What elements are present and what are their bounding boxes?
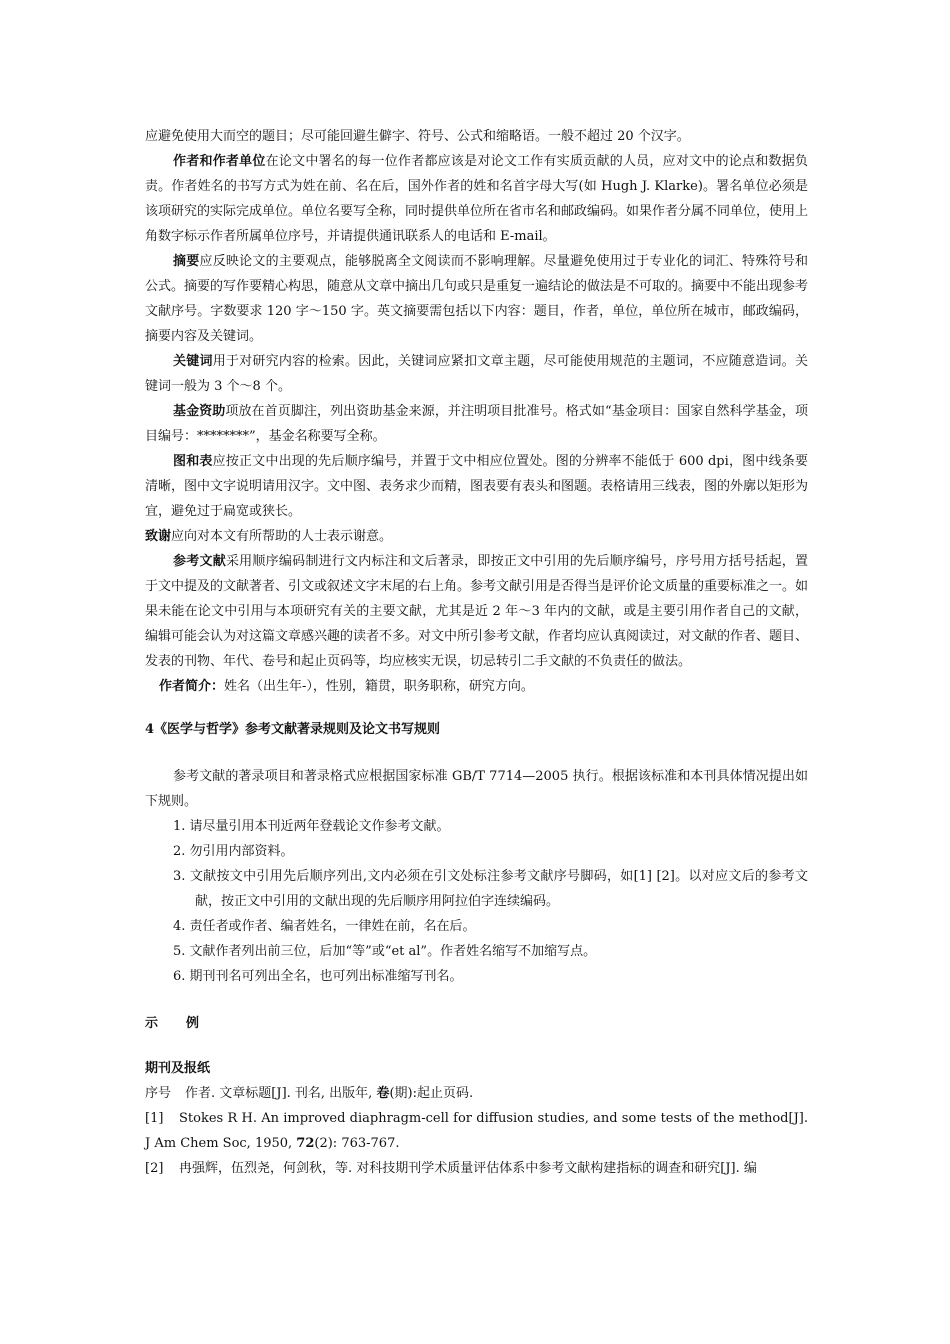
author-brief-paragraph xyxy=(145,674,808,699)
author-brief-label: 作者简介： xyxy=(159,679,225,694)
author-label: 作者和作者单位 xyxy=(173,154,266,169)
reference-1 xyxy=(145,1106,808,1156)
examples-heading xyxy=(145,1011,808,1036)
format-text-bold: 卷 xyxy=(376,1086,390,1101)
reference-1-volume: 72 xyxy=(296,1136,315,1151)
author-brief-text: 姓名（出生年-），性别，籍贯，职务职称，研究方向。 xyxy=(224,679,534,694)
section-4-heading: 4《医学与哲学》参考文献著录规则及论文书写规则 xyxy=(145,722,441,737)
figures-text: 应按正文中出现的先后顺序编号，并置于文中相应位置处。图的分辨率不能低于 600 dpi，图中线条要清晰，图中文字说明请用汉字。文中图、表务求少而精，图表要有表头和图题。表格请用三线表，图的外廓以矩形为宜，避免过于扁宽或狭长。 xyxy=(145,454,809,519)
keywords-paragraph xyxy=(145,349,808,399)
title-guideline-text: 应避免使用大而空的题目；尽可能回避生僻字、符号、公式和缩略语。一般不超过 20 个汉字。 xyxy=(145,129,690,144)
format-text-b: (期):起止页码. xyxy=(389,1086,474,1101)
abstract-text: 应反映论文的主要观点，能够脱离全文阅读而不影响理解。尽量避免使用过于专业化的词汇、特殊符号和公式。摘要的写作要精心构思，随意从文章中摘出几句或只是重复一遍结论的做法是不可取的。摘要中不能出现参考文献序号。字数要求 120 字～150 字。英文摘要需包括以下内容：题目，作者，单位，单位所在城市，邮政编码，摘要内容及关键词。 xyxy=(145,254,809,344)
references-label: 参考文献 xyxy=(173,554,226,569)
rule-item: 6. 期刊刊名可列出全名，也可列出标准缩写刊名。 xyxy=(173,969,463,984)
format-template xyxy=(145,1081,808,1106)
thanks-text: 应向对本文有所帮助的人士表示谢意。 xyxy=(171,529,393,544)
abstract-paragraph xyxy=(145,249,808,349)
journal-heading: 期刊及报纸 xyxy=(145,1061,211,1076)
figures-label: 图和表 xyxy=(173,454,213,469)
rule-item: 5. 文献作者列出前三位，后加“等”或“et al”。作者姓名缩写不加缩写点。 xyxy=(173,944,597,959)
title-guideline-paragraph xyxy=(145,124,808,149)
abstract-label: 摘要 xyxy=(173,254,200,269)
format-prefix: 序号 xyxy=(145,1086,172,1101)
examples-heading-char-1: 示 xyxy=(145,1016,159,1031)
fund-label: 基金资助 xyxy=(173,404,226,419)
reference-2-text: 冉强辉，伍烈尧，何剑秋，等. 对科技期刊学术质量评估体系中参考文献构建指标的调查和研究[J]. 编 xyxy=(179,1161,757,1176)
reference-1-text-b: (2): 763-767. xyxy=(314,1136,400,1151)
fund-text: 项放在首页脚注，列出资助基金来源，并注明项目批准号。格式如“基金项目：国家自然科学基金，项目编号：********”，基金名称要写全称。 xyxy=(145,404,808,444)
rule-item: 2. 勿引用内部资料。 xyxy=(173,844,294,859)
document-page xyxy=(145,124,808,1181)
references-text: 采用顺序编码制进行文内标注和文后著录，即按正文中引用的先后顺序编号，序号用方括号括起，置于文中提及的文献著者、引文或叙述文字末尾的右上角。参考文献引用是否得当是评价论文质量的重要标准之一。如果未能在论文中引用与本项研究有关的主要文献，尤其是近 2 年～3 年内的文献，或是主要引用作者自己的文献，编辑可能会认为对这篇文章感兴趣的读者不多。对文中所引参考文献，作者均应认真阅读过，对文献的作者、题目、发表的刊物、年代、卷号和起止页码等，均应核实无误，切忌转引二手文献的不负责任的做法。 xyxy=(145,554,809,669)
references-paragraph xyxy=(145,549,808,674)
figures-paragraph xyxy=(145,449,808,524)
thanks-paragraph xyxy=(145,524,808,549)
reference-2 xyxy=(145,1156,808,1181)
keywords-label: 关键词 xyxy=(173,354,213,369)
section-4-intro: 参考文献的著录项目和著录格式应根据国家标准 GB/T 7714—2005 执行。根据该标准和本刊具体情况提出如下规则。 xyxy=(145,769,808,809)
examples-heading-char-2: 例 xyxy=(186,1016,200,1031)
format-text-a: 作者. 文章标题[J]. 刊名, 出版年, xyxy=(185,1086,377,1101)
fund-paragraph xyxy=(145,399,808,449)
author-paragraph xyxy=(145,149,808,249)
rule-item: 3. 文献按文中引用先后顺序列出,文内必须在引文处标注参考文献序号脚码，如[1] [2]。以对应文后的参考文献，按正文中引用的文献出现的先后顺序用阿拉伯字连续编码。 xyxy=(173,869,808,909)
author-text: 在论文中署名的每一位作者都应该是对论文工作有实质贡献的人员，应对文中的论点和数据负责。作者姓名的书写方式为姓在前、名在后，国外作者的姓和名首字母大写(如 Hugh J. Klarke)。署名单位必须是该项研究的实际完成单位。单位名要写全称，同时提供单位所在省市名和邮政编码。如果作者分属不同单位，使用上角数字标示作者所属单位序号，并请提供通讯联系人的电话和 E-mail。 xyxy=(145,154,809,244)
thanks-label: 致谢 xyxy=(145,529,172,544)
reference-2-number: [2] xyxy=(145,1161,164,1176)
keywords-text: 用于对研究内容的检索。因此，关键词应紧扣文章主题，尽可能使用规范的主题词，不应随意造词。关键词一般为 3 个～8 个。 xyxy=(145,354,808,394)
reference-1-number: [1] xyxy=(145,1111,164,1126)
rule-item: 4. 责任者或作者、编者姓名，一律姓在前，名在后。 xyxy=(173,919,476,934)
rules-list xyxy=(145,814,808,989)
reference-1-text-a: Stokes R H. An improved diaphragm-cell for diffusion studies, and some tests of the method[J]. J Am Chem Soc, 1950, xyxy=(145,1111,808,1151)
rule-item: 1. 请尽量引用本刊近两年登载论文作参考文献。 xyxy=(173,819,450,834)
